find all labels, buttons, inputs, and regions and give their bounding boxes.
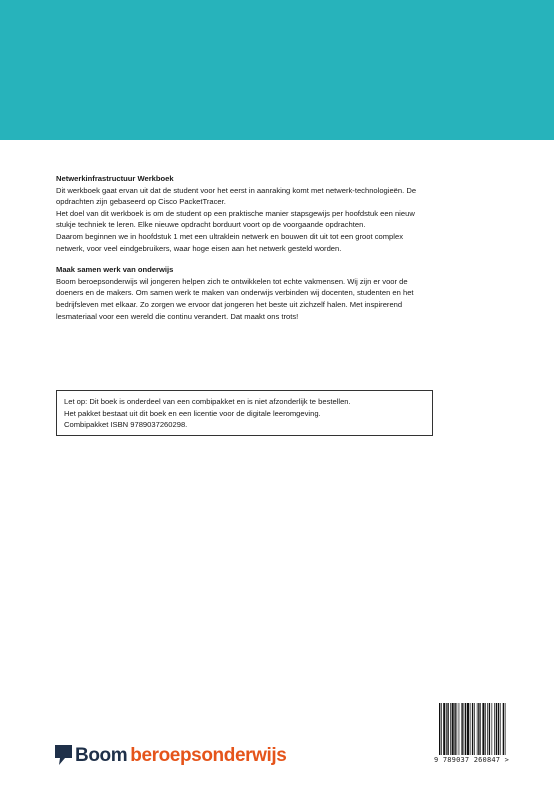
barcode-bar bbox=[472, 703, 473, 755]
barcode-bar bbox=[485, 703, 486, 755]
boom-beroepsonderwijs-logo bbox=[55, 744, 286, 768]
notice-line-1: Let op: Dit boek is onderdeel van een combipakket en is niet afzonderlijk te bestellen. bbox=[64, 397, 351, 406]
barcode-bar bbox=[477, 703, 478, 755]
barcode-bar bbox=[496, 703, 497, 755]
barcode-bar bbox=[439, 703, 440, 755]
barcode-bar bbox=[450, 703, 451, 755]
barcode-bar bbox=[500, 703, 501, 755]
combipakket-notice-box bbox=[56, 390, 433, 436]
barcode-bar bbox=[461, 703, 462, 755]
barcode-bar bbox=[446, 703, 447, 755]
barcode-bar bbox=[503, 703, 504, 755]
barcode-bar bbox=[494, 703, 495, 755]
barcode-bar bbox=[443, 703, 445, 755]
barcode-bar bbox=[465, 703, 466, 755]
barcode-bar bbox=[489, 703, 490, 755]
book-title: Netwerkinfrastructuur Werkboek bbox=[56, 174, 174, 183]
notice-line-3: Combipakket ISBN 9789037260298. bbox=[64, 420, 188, 430]
barcode-bar bbox=[478, 703, 479, 755]
barcode-bars-icon bbox=[437, 703, 529, 755]
logo-word-boom: Boom bbox=[75, 745, 128, 766]
publisher-paragraph: Boom beroepsonderwijs wil jongeren helpen zich te ontwikkelen tot echte vakmensen. Wij zijn er voor de doeners en de makers. Om samen werk te maken van onderwijs verbinden wij docenten, studenten en het bedrijfsleven met elkaar. Zo zorgen we ervoor dat jongeren het beste uit zichzelf halen. Met inspirerend lesmateriaal voor een wereld die continu verandert. Dat maakt ons trots! bbox=[56, 276, 414, 321]
barcode-bar bbox=[470, 703, 471, 755]
barcode-bar bbox=[480, 703, 481, 755]
top-color-band bbox=[0, 0, 554, 140]
barcode-bar bbox=[454, 703, 455, 755]
description-paragraph-2: Het doel van dit werkboek is om de student op een praktische manier stapsgewijs per hoofdstuk een nieuw stukje techniek te leren. Elke nieuwe opdracht borduurt voort op de voorgaande opdrachten. bbox=[56, 208, 415, 230]
barcode-bar bbox=[459, 703, 460, 755]
description-paragraph-1: Dit werkboek gaat ervan uit dat de student voor het eerst in aanraking komt met netwerk-technologieën. De opdrachten zijn gebaseerd op Cisco PacketTracer. bbox=[56, 185, 417, 207]
barcode-bar bbox=[464, 703, 465, 755]
description-paragraph-3: Daarom beginnen we in hoofdstuk 1 met een ultraklein netwerk en bouwen dit uit tot een groot complex netwerk, voor veel eindgebruikers, waar hoge eisen aan het netwerk gesteld worden. bbox=[56, 231, 403, 253]
barcode-bar bbox=[452, 703, 454, 755]
barcode-bar bbox=[474, 703, 475, 755]
barcode-bar bbox=[447, 703, 448, 755]
publisher-section bbox=[56, 264, 432, 322]
barcode-bar bbox=[498, 703, 499, 755]
notice-line-2: Het pakket bestaat uit dit boek en een licentie voor de digitale leeromgeving. bbox=[64, 408, 321, 418]
barcode-bar bbox=[505, 703, 506, 755]
publisher-heading: Maak samen werk van onderwijs bbox=[56, 265, 174, 275]
barcode-bar bbox=[467, 703, 469, 755]
logo-word-beroepsonderwijs: beroepsonderwijs bbox=[130, 745, 287, 766]
isbn-number: 9 789037 260847 > bbox=[434, 756, 510, 764]
barcode-bar bbox=[492, 703, 493, 755]
back-cover-text bbox=[56, 173, 432, 322]
logo-mark-icon bbox=[55, 745, 72, 767]
barcode-bar bbox=[457, 703, 458, 755]
barcode-bar bbox=[487, 703, 488, 755]
barcode-bar bbox=[441, 703, 442, 755]
barcode-bar bbox=[482, 703, 484, 755]
